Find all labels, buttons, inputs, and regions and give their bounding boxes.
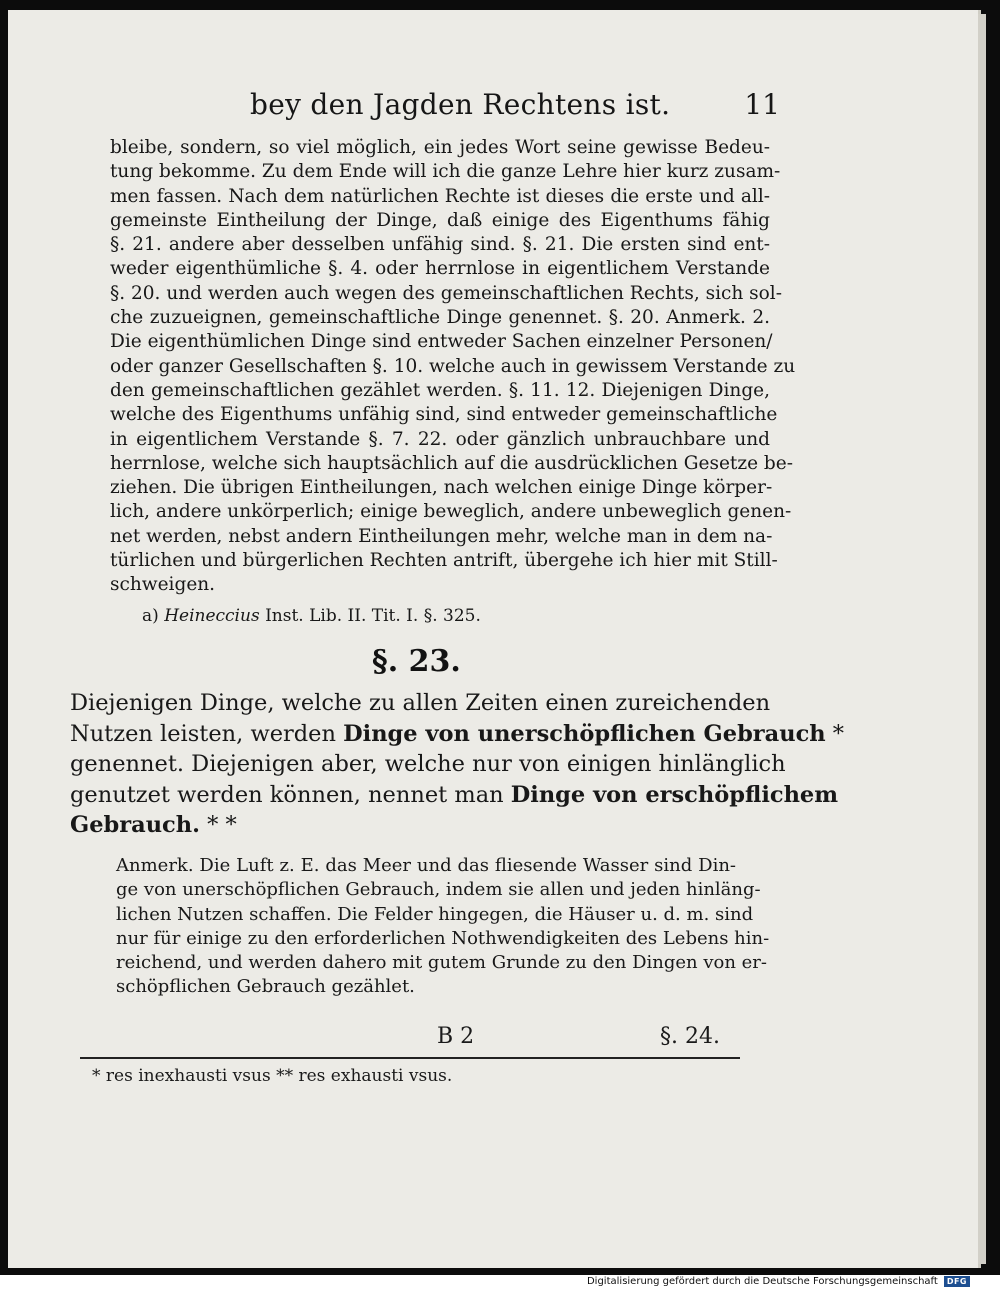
section-heading: §. 23.: [372, 644, 461, 679]
text-line: §. 20. und werden auch wegen des gemeinschaftlichen Rechts, sich sol-: [110, 282, 782, 304]
footref-author: Heineccius: [164, 606, 260, 626]
footref-marker: a): [142, 606, 159, 626]
digitization-credit: [587, 1276, 970, 1287]
text-line: weder eigenthümliche §. 4. oder herrnlose in eigentlichem Verstande: [110, 258, 770, 280]
text-line: [70, 688, 771, 719]
defined-term: Dinge von unerschöpflichen Gebrauch: [343, 720, 826, 747]
text-line: che zuzueignen, gemeinschaftliche Dinge genennet. §. 20. Anmerk. 2.: [110, 307, 770, 329]
footref-citation: Inst. Lib. II. Tit. I. §. 325.: [265, 606, 481, 626]
text-line: §. 21. andere aber desselben unfähig sind. §. 21. Die ersten sind ent-: [110, 234, 770, 256]
page-header: [250, 88, 780, 128]
footnote-reference: [142, 604, 481, 628]
text-line: gemeinste Eintheilung der Dinge, daß einige des Eigenthums fähig: [110, 209, 770, 231]
text-line: ziehen. Die übrigen Eintheilungen, nach welchen einige Dinge körper-: [110, 477, 773, 499]
text-line: net werden, nebst andern Eintheilungen mehr, welche man in dem na-: [110, 525, 773, 547]
text-line: tung bekomme. Zu dem Ende will ich die ganze Lehre hier kurz zusam-: [110, 161, 781, 183]
text-line: [70, 780, 839, 811]
text-line: oder ganzer Gesellschaften §. 10. welche auch in gewissem Verstande zu: [110, 355, 796, 377]
text-line: [70, 810, 760, 841]
text-line: Die eigenthümlichen Dinge sind entweder Sachen einzelner Personen/: [110, 331, 773, 353]
text-line: schweigen.: [110, 574, 216, 596]
text-line: Anmerk. Die Luft z. E. das Meer und das fliesende Wasser sind Din-: [116, 855, 736, 876]
text-line: bleibe, sondern, so viel möglich, ein jedes Wort seine gewisse Bedeu-: [110, 137, 770, 158]
page-edge: [978, 14, 986, 1264]
dfg-logo: DFG: [944, 1276, 970, 1287]
text-line: welche des Eigenthums unfähig sind, sind entweder gemeinschaftliche: [110, 404, 778, 426]
text-line: men fassen. Nach dem natürlichen Rechte ist dieses die erste und all-: [110, 185, 770, 207]
text-segment: Nutzen leisten, werden: [70, 720, 344, 747]
text-segment: genutzet werden können, nennet man: [70, 781, 511, 808]
defined-term: Dinge von erschöpflichem: [510, 781, 839, 808]
paragraph-definition: [70, 688, 845, 841]
signature-mark: B 2: [437, 1024, 475, 1049]
credit-text: Digitalisierung gefördert durch die Deutsche Forschungsgemeinschaft: [586, 1276, 938, 1287]
running-title: bey den Jagden Rechtens ist.: [250, 88, 671, 121]
defined-term: Gebrauch.: [70, 812, 200, 838]
page-number: 11: [744, 88, 780, 121]
text-line: nur für einige zu den erforderlichen Nothwendigkeiten des Lebens hin-: [116, 927, 770, 949]
text-line: den gemeinschaftlichen gezählet werden. §. 11. 12. Diejenigen Dinge,: [110, 379, 770, 401]
text-line: [70, 719, 845, 750]
text-line: reichend, und werden dahero mit gutem Grunde zu den Dingen von er-: [116, 952, 767, 974]
text-segment: *: [825, 720, 845, 747]
text-line: türlichen und bürgerlichen Rechten antrift, übergehe ich hier mit Still-: [110, 550, 778, 572]
text-segment: * *: [199, 812, 237, 838]
paragraph-remark: [116, 854, 770, 1000]
catchword: §. 24.: [660, 1024, 720, 1049]
text-line: lichen Nutzen schaffen. Die Felder hingegen, die Häuser u. d. m. sind: [116, 903, 754, 925]
text-line: herrnlose, welche sich hauptsächlich auf die ausdrücklichen Gesetze be-: [110, 452, 793, 474]
paragraph-1: [110, 136, 796, 598]
text-line: [70, 749, 786, 780]
footnote: * res inexhausti vsus ** res exhausti vsus.: [92, 1066, 453, 1086]
text-segment: Diejenigen Dinge, welche zu allen Zeiten einen zureichenden: [70, 690, 771, 716]
text-line: lich, andere unkörperlich; einige beweglich, andere unbeweglich genen-: [110, 501, 792, 523]
text-line: in eigentlichem Verstande §. 7. 22. oder gänzlich unbrauchbare und: [110, 428, 770, 450]
text-segment: genennet. Diejenigen aber, welche nur von einigen hinlänglich: [70, 751, 786, 777]
text-line: ge von unerschöpflichen Gebrauch, indem sie allen und jeden hinläng-: [116, 879, 761, 901]
text-line: schöpflichen Gebrauch gezählet.: [116, 976, 415, 998]
footnote-rule: [80, 1057, 740, 1059]
